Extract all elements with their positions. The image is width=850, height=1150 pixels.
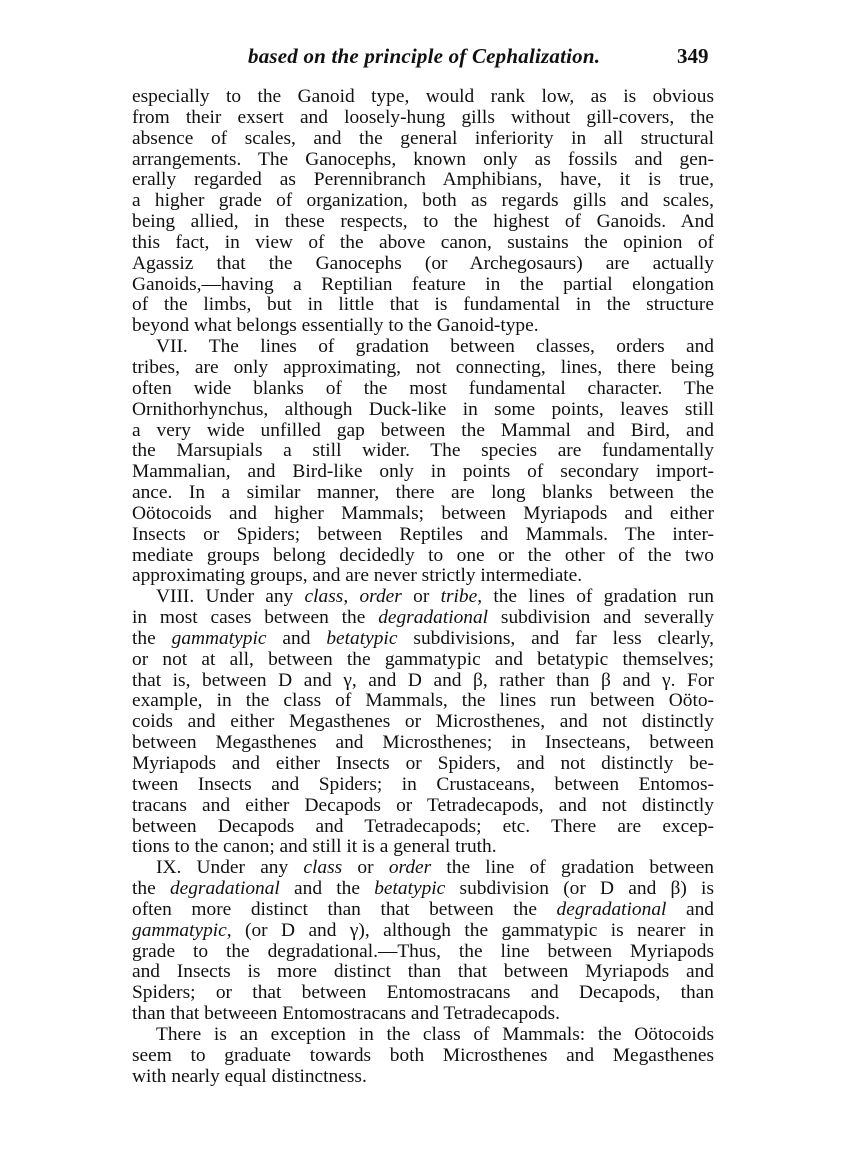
text-line: absence of scales, and the general inferiority in all structural [132,127,714,149]
paragraph [132,858,714,1025]
text-line: tions to the canon; and still it is a general truth. [132,836,497,858]
text-line: tribes, are only approximating, not connecting, lines, there being [132,356,714,378]
text-line: Oötocoids and higher Mammals; between Myriapods and either [132,502,714,524]
text-line: of the limbs, but in little that is fundamental in the structure [132,294,714,316]
text-line: ance. In a similar manner, there are long blanks between the [132,482,714,504]
text-line: especially to the Ganoid type, would rank low, as is obvious [132,86,714,107]
body-text [132,87,714,1088]
text-line: tween Insects and Spiders; in Crustaceans, between Entomos- [132,773,714,795]
text-line: that is, between D and γ, and D and β, rather than β and γ. For [132,669,714,691]
text-line: between Megasthenes and Microsthenes; in Insecteans, between [132,732,714,754]
text-line: Insects or Spiders; between Reptiles and Mammals. The inter- [132,523,714,545]
text-line: VIII. Under any class, order or tribe, the lines of gradation run [156,586,714,608]
text-line: erally regarded as Perennibranch Amphibians, have, it is true, [132,169,714,191]
text-line: grade to the degradational.—Thus, the line between Myriapods [132,940,714,962]
text-line: gammatypic, (or D and γ), although the gammatypic is nearer in [132,919,714,941]
paragraph [132,87,714,337]
text-line: arrangements. The Ganocephs, known only as fossils and gen- [132,148,714,170]
text-line: the degradational and the betatypic subdivision (or D and β) is [132,878,714,900]
running-head-title: based on the principle of Cephalization. [248,44,601,68]
text-line: often wide blanks of the most fundamental character. The [132,377,714,399]
text-line: being allied, in these respects, to the highest of Ganoids. And [132,211,714,233]
text-line: beyond what belongs essentially to the Ganoid-type. [132,315,539,337]
text-line: or not at all, between the gammatypic and betatypic themselves; [132,648,714,670]
text-line: in most cases between the degradational subdivision and severally [132,607,714,629]
text-line: than that betweeen Entomostracans and Tetradecapods. [132,1003,560,1025]
paragraph [132,1025,714,1088]
text-line: mediate groups belong decidedly to one or the other of the two [132,544,714,566]
text-line: tracans and either Decapods or Tetradecapods, and not distinctly [132,794,714,816]
text-line: the gammatypic and betatypic subdivisions, and far less clearly, [132,627,714,649]
text-line: There is an exception in the class of Mammals: the Oötocoids [156,1023,714,1045]
page-number: 349 [677,44,709,68]
text-line: between Decapods and Tetradecapods; etc. There are excep- [132,815,714,837]
text-line: Spiders; or that between Entomostracans and Decapods, than [132,982,714,1004]
text-line: a very wide unfilled gap between the Mammal and Bird, and [132,419,714,441]
text-line: Mammalian, and Bird-like only in points of secondary import- [132,461,714,483]
text-line: and Insects is more distinct than that between Myriapods and [132,961,714,983]
text-line: coids and either Megasthenes or Microsthenes, and not distinctly [132,711,714,733]
text-line: from their exsert and loosely-hung gills without gill-covers, the [132,106,714,128]
text-line: this fact, in view of the above canon, sustains the opinion of [132,231,714,253]
text-line: seem to graduate towards both Microsthenes and Megasthenes [132,1044,714,1066]
paragraph [132,337,714,587]
text-line: often more distinct than that between the degradational and [132,898,714,920]
text-line: Ganoids,—having a Reptilian feature in the partial elongation [132,273,714,295]
text-line: Agassiz that the Ganocephs (or Archegosaurs) are actually [132,252,714,274]
text-line: Ornithorhynchus, although Duck-like in some points, leaves still [132,398,714,420]
text-line: IX. Under any class or order the line of gradation between [156,857,715,879]
paragraph [132,587,714,858]
text-line: VII. The lines of gradation between classes, orders and [156,336,714,358]
running-head [0,40,850,70]
text-line: a higher grade of organization, both as regards gills and scales, [132,190,714,212]
text-line: the Marsupials a still wider. The species are fundamentally [132,440,714,462]
text-line: approximating groups, and are never strictly intermediate. [132,565,583,587]
text-line: with nearly equal distinctness. [132,1065,367,1087]
text-line: Myriapods and either Insects or Spiders, and not distinctly be- [132,753,714,774]
text-line: example, in the class of Mammals, the lines run between Oöto- [132,690,714,712]
